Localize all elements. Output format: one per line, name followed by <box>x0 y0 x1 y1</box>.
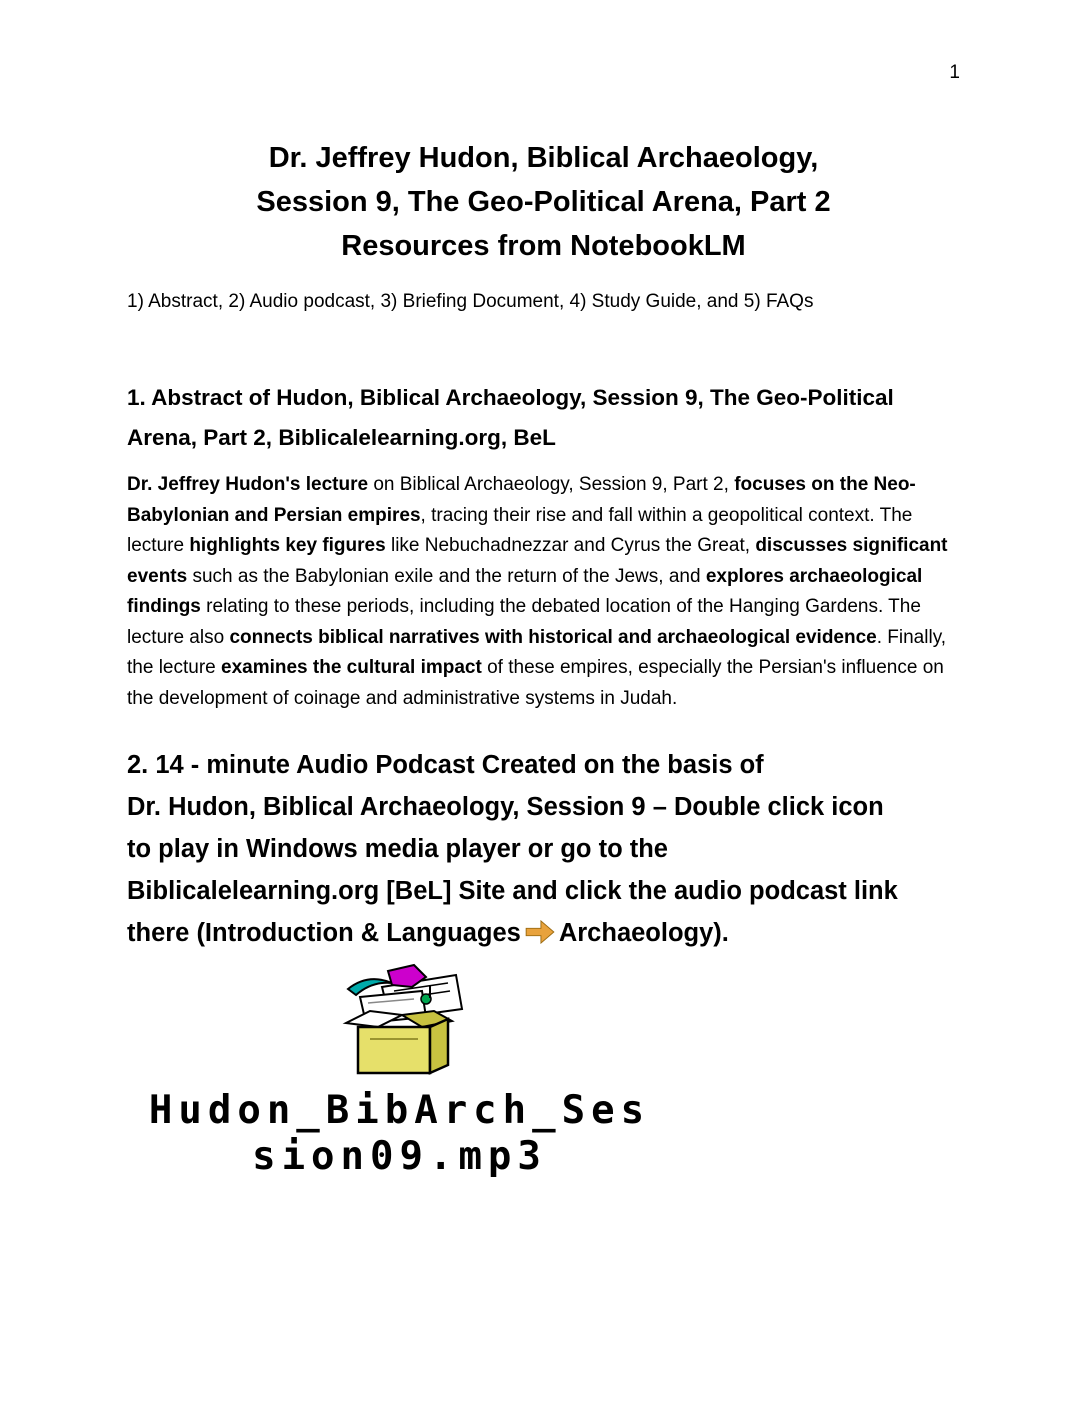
mp3-package-icon <box>330 961 470 1082</box>
filename-line-1: Hudon_BibArch_Ses <box>148 1088 651 1133</box>
abstract-text-segment: focuses on the Neo-Babylonian and Persian empires <box>127 474 916 526</box>
document-title <box>127 136 960 268</box>
audio-attachment-object[interactable] <box>127 961 672 1180</box>
section2-tail: Archaeology). <box>558 919 729 947</box>
abstract-paragraph <box>127 470 960 714</box>
title-line-3: Resources from NotebookLM <box>341 230 746 262</box>
abstract-text-segment: Dr. Jeffrey Hudon's lecture <box>127 474 369 495</box>
abstract-text-segment: on Biblical Archaeology, Session 9, Part 2, <box>368 474 735 495</box>
right-arrow-icon <box>525 915 555 957</box>
section1-heading: 1. Abstract of Hudon, Biblical Archaeology, Session 9, The Geo-Political Arena, Part 2, Biblicalelearning.org, BeL <box>127 385 894 450</box>
abstract-text-segment: highlights key figures <box>189 535 386 556</box>
abstract-text-segment: examines the cultural impact <box>221 657 482 678</box>
document-page <box>127 0 960 1180</box>
abstract-text-segment: like Nebuchadnezzar and Cyrus the Great, <box>385 535 756 556</box>
abstract-text-segment: connects biblical narratives with historical and archaeological evidence <box>229 626 877 648</box>
resources-list-line: 1) Abstract, 2) Audio podcast, 3) Briefing Document, 4) Study Guide, and 5) FAQs <box>127 291 814 312</box>
page-number: 1 <box>949 62 960 83</box>
abstract-text-segment: . Finally, the lecture <box>127 626 947 678</box>
section2-line-5: there (Introduction & Languages <box>127 919 521 947</box>
section2-line-2: Dr. Hudon, Biblical Archaeology, Session 9 – Double click icon <box>127 793 884 821</box>
abstract-text-segment: explores archaeological findings <box>127 565 923 617</box>
filename-line-2: sion09.mp3 <box>252 1134 547 1179</box>
section2-line-3: to play in Windows media player or go to the <box>127 835 668 863</box>
abstract-text-segment: discusses significant events <box>127 535 948 587</box>
title-line-1: Dr. Jeffrey Hudon, Biblical Archaeology, <box>268 142 819 174</box>
abstract-text-segment: such as the Babylonian exile and the return of the Jews, and <box>187 565 706 587</box>
title-line-2: Session 9, The Geo-Political Arena, Part 2 <box>256 186 831 218</box>
abstract-text-segment: , tracing their rise and fall within a geopolitical context. The lecture <box>127 504 913 556</box>
abstract-text-segment: relating to these periods, including the debated location of the Hanging Gardens. The lecture also <box>127 596 921 648</box>
section2-line-1: 2. 14 - minute Audio Podcast Created on the basis of <box>127 751 764 779</box>
section2-line-4: Biblicalelearning.org [BeL] Site and click the audio podcast link <box>127 877 898 905</box>
abstract-text-segment: of these empires, especially the Persian's influence on the development of coinage and administrative systems in Judah. <box>127 657 944 709</box>
section2-heading <box>127 744 960 957</box>
attachment-filename <box>127 1088 672 1180</box>
